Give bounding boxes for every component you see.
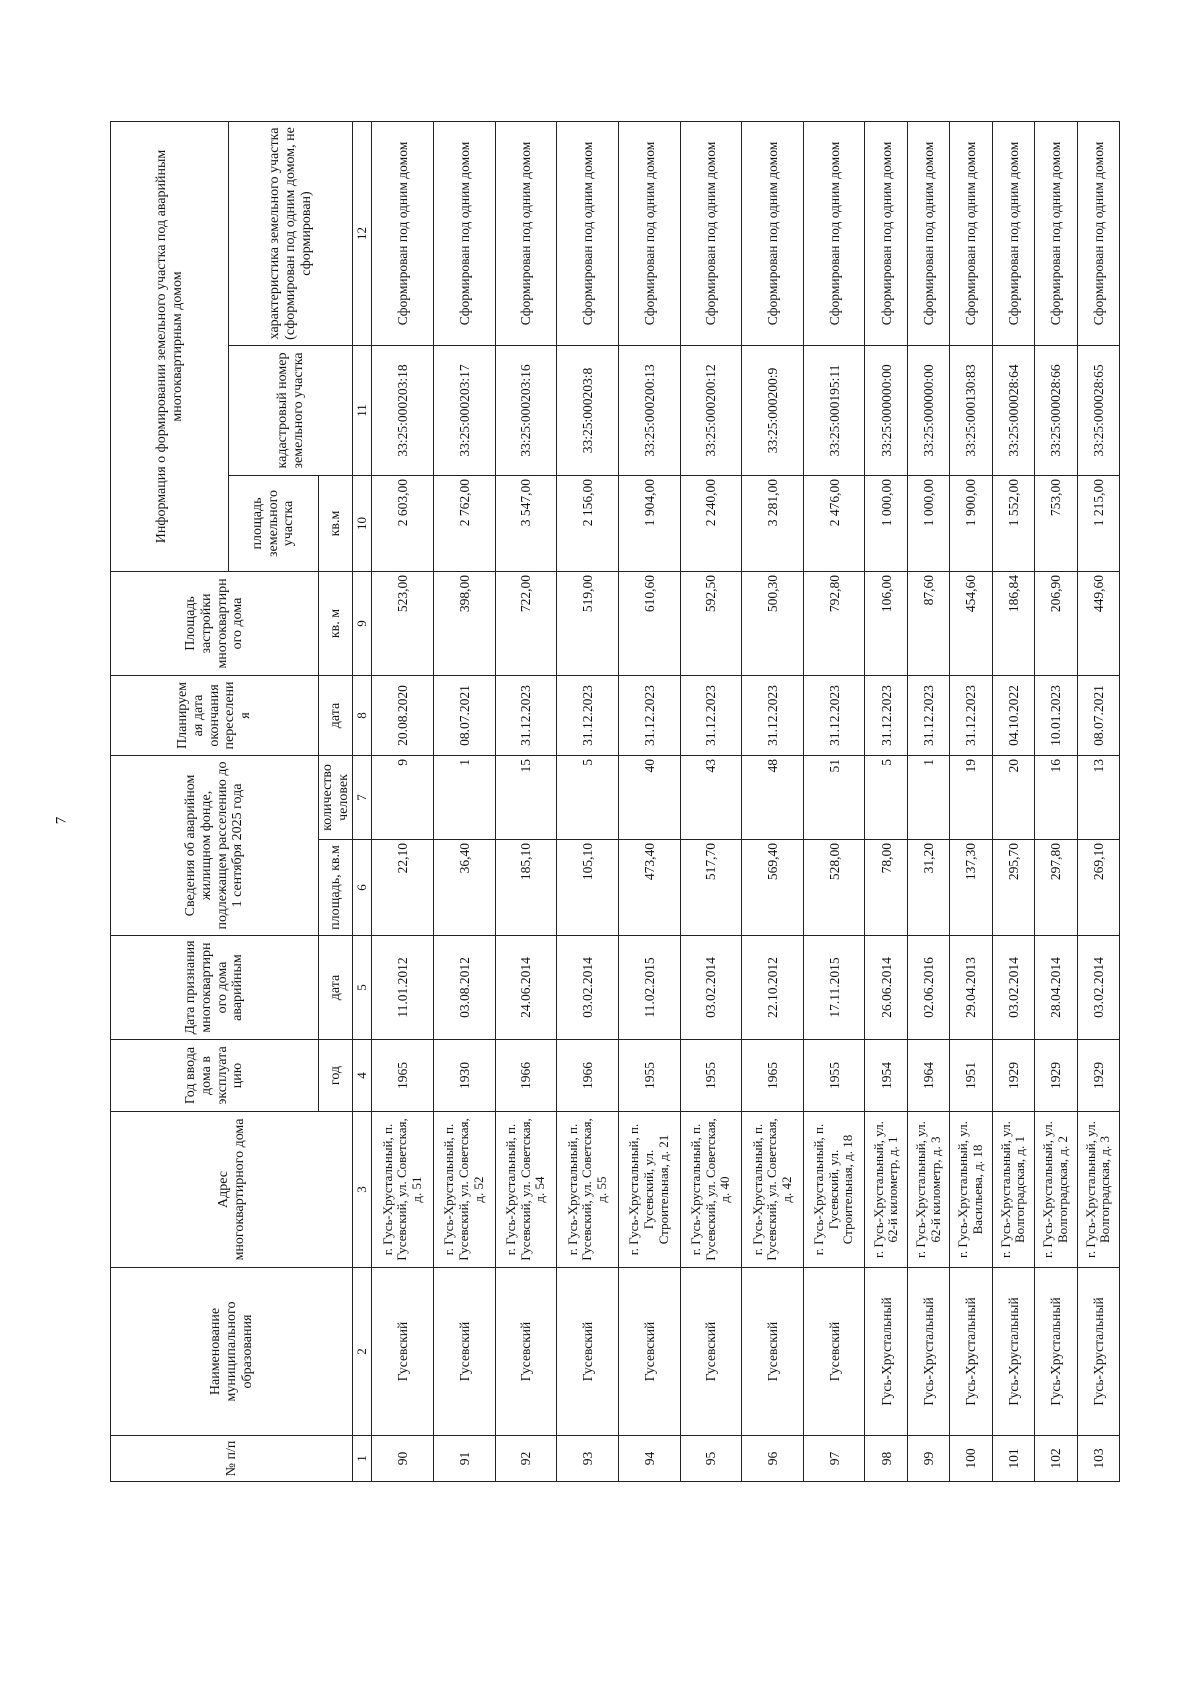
- row-year: 1966: [557, 1040, 619, 1112]
- header-recognition-date: Дата признания многоквартирного дома аварийным: [111, 936, 319, 1040]
- row-planned-date: 31.12.2023: [557, 675, 619, 755]
- row-year: 1955: [803, 1040, 865, 1112]
- row-land-area: 1 904,00: [618, 475, 680, 571]
- row-number: 98: [865, 1436, 907, 1482]
- row-number: 92: [495, 1436, 557, 1482]
- row-people: 5: [865, 755, 907, 839]
- row-municipality: Гусевский: [557, 1268, 619, 1436]
- table-row: [618, 121, 680, 1481]
- row-recognition-date: 03.02.2014: [1077, 936, 1120, 1040]
- table-row: [433, 121, 495, 1481]
- rotated-table-container: [110, 122, 1120, 1482]
- table-row: [992, 121, 1034, 1481]
- row-people: 19: [950, 755, 992, 839]
- row-cadastral: 33:25:000203:16: [495, 345, 557, 475]
- col-number: 10: [353, 475, 372, 571]
- col-number: 6: [353, 840, 372, 936]
- row-cadastral: 33:25:000028:65: [1077, 345, 1120, 475]
- row-land-characteristic: Сформирован под одним домом: [1077, 121, 1120, 345]
- row-land-characteristic: Сформирован под одним домом: [557, 121, 619, 345]
- row-built-area: 206,90: [1035, 571, 1077, 675]
- row-land-characteristic: Сформирован под одним домом: [803, 121, 865, 345]
- row-number: 97: [803, 1436, 865, 1482]
- row-land-area: 2 762,00: [433, 475, 495, 571]
- row-number: 95: [680, 1436, 742, 1482]
- row-people: 40: [618, 755, 680, 839]
- row-area: 36,40: [433, 840, 495, 936]
- row-municipality: Гусь-Хрустальный: [907, 1268, 949, 1436]
- row-recognition-date: 28.04.2014: [1035, 936, 1077, 1040]
- row-planned-date: 31.12.2023: [803, 675, 865, 755]
- unit-date: дата: [319, 936, 353, 1040]
- row-land-area: 1 552,00: [992, 475, 1034, 571]
- row-address: г. Гусь-Хрустальный, п. Гусевский, ул. Советская, д. 54: [495, 1112, 557, 1268]
- row-municipality: Гусевский: [680, 1268, 742, 1436]
- row-land-characteristic: Сформирован под одним домом: [865, 121, 907, 345]
- row-cadastral: 33:25:000200:9: [742, 345, 804, 475]
- row-cadastral: 33:25:000028:66: [1035, 345, 1077, 475]
- row-land-characteristic: Сформирован под одним домом: [950, 121, 992, 345]
- row-address: г. Гусь-Хрустальный, ул. Волгоградская, д. 2: [1035, 1112, 1077, 1268]
- table-row: [372, 121, 434, 1481]
- unit-area: площадь, кв.м: [319, 840, 353, 936]
- row-land-area: 1 215,00: [1077, 475, 1120, 571]
- row-address: г. Гусь-Хрустальный, ул. Волгоградская, д. 3: [1077, 1112, 1120, 1268]
- row-address: г. Гусь-Хрустальный, ул. 62-й километр, д. 1: [865, 1112, 907, 1268]
- row-planned-date: 31.12.2023: [680, 675, 742, 755]
- row-built-area: 106,00: [865, 571, 907, 675]
- row-address: г. Гусь-Хрустальный, п. Гусевский, ул. Советская, д. 52: [433, 1112, 495, 1268]
- col-number: 9: [353, 571, 372, 675]
- row-built-area: 449,60: [1077, 571, 1120, 675]
- column-numbers-row: [353, 121, 372, 1481]
- row-planned-date: 31.12.2023: [742, 675, 804, 755]
- header-emergency-info: Сведения об аварийном жилищном фонде, подлежащем расселению до 1 сентября 2025 года: [111, 755, 319, 935]
- row-municipality: Гусь-Хрустальный: [1077, 1268, 1120, 1436]
- row-municipality: Гусевский: [433, 1268, 495, 1436]
- unit-people: количество человек: [319, 755, 353, 839]
- row-address: г. Гусь-Хрустальный, п. Гусевский, ул. Строительная, д. 21: [618, 1112, 680, 1268]
- row-cadastral: 33:25:000195:11: [803, 345, 865, 475]
- row-municipality: Гусевский: [803, 1268, 865, 1436]
- row-area: 22,10: [372, 840, 434, 936]
- row-recognition-date: 02.06.2016: [907, 936, 949, 1040]
- row-recognition-date: 03.08.2012: [433, 936, 495, 1040]
- row-municipality: Гусь-Хрустальный: [950, 1268, 992, 1436]
- row-year: 1954: [865, 1040, 907, 1112]
- row-land-area: 2 476,00: [803, 475, 865, 571]
- row-land-characteristic: Сформирован под одним домом: [907, 121, 949, 345]
- row-land-characteristic: Сформирован под одним домом: [433, 121, 495, 345]
- header-built-area: Площадь застройки многоквартирного дома: [111, 571, 319, 675]
- row-built-area: 186,84: [992, 571, 1034, 675]
- row-area: 297,80: [1035, 840, 1077, 936]
- header-land-area: площадь земельного участка: [229, 475, 319, 571]
- row-area: 569,40: [742, 840, 804, 936]
- row-land-area: 1 900,00: [950, 475, 992, 571]
- row-land-characteristic: Сформирован под одним домом: [992, 121, 1034, 345]
- row-people: 5: [557, 755, 619, 839]
- row-number: 94: [618, 1436, 680, 1482]
- row-land-characteristic: Сформирован под одним домом: [1035, 121, 1077, 345]
- row-area: 31,20: [907, 840, 949, 936]
- row-number: 90: [372, 1436, 434, 1482]
- row-land-area: 3 547,00: [495, 475, 557, 571]
- table-row: [907, 121, 949, 1481]
- row-cadastral: 33:25:000203:17: [433, 345, 495, 475]
- row-planned-date: 31.12.2023: [907, 675, 949, 755]
- row-cadastral: 33:25:000000:00: [865, 345, 907, 475]
- row-land-area: 2 156,00: [557, 475, 619, 571]
- row-land-characteristic: Сформирован под одним домом: [372, 121, 434, 345]
- row-people: 9: [372, 755, 434, 839]
- row-municipality: Гусевский: [618, 1268, 680, 1436]
- row-built-area: 500,30: [742, 571, 804, 675]
- row-municipality: Гусь-Хрустальный: [865, 1268, 907, 1436]
- table-row: [742, 121, 804, 1481]
- row-year: 1929: [1035, 1040, 1077, 1112]
- row-recognition-date: 11.02.2015: [618, 936, 680, 1040]
- header-address: Адрес многоквартирного дома: [111, 1112, 353, 1268]
- table-row: [680, 121, 742, 1481]
- row-planned-date: 08.07.2021: [433, 675, 495, 755]
- row-cadastral: 33:25:000000:00: [907, 345, 949, 475]
- row-address: г. Гусь-Хрустальный, п. Гусевский, ул. Советская, д. 51: [372, 1112, 434, 1268]
- unit-built: кв. м: [319, 571, 353, 675]
- row-year: 1929: [1077, 1040, 1120, 1112]
- row-planned-date: 31.12.2023: [618, 675, 680, 755]
- row-built-area: 523,00: [372, 571, 434, 675]
- row-year: 1965: [372, 1040, 434, 1112]
- row-people: 16: [1035, 755, 1077, 839]
- row-land-characteristic: Сформирован под одним домом: [680, 121, 742, 345]
- row-planned-date: 20.08.2020: [372, 675, 434, 755]
- row-land-characteristic: Сформирован под одним домом: [742, 121, 804, 345]
- row-people: 43: [680, 755, 742, 839]
- row-number: 102: [1035, 1436, 1077, 1482]
- row-land-characteristic: Сформирован под одним домом: [618, 121, 680, 345]
- row-area: 473,40: [618, 840, 680, 936]
- header-planned-date: Планируемая дата окончания переселения: [111, 675, 319, 755]
- row-cadastral: 33:25:000130:83: [950, 345, 992, 475]
- col-number: 7: [353, 755, 372, 839]
- table-row: [803, 121, 865, 1481]
- row-planned-date: 08.07.2021: [1077, 675, 1120, 755]
- table-row: [865, 121, 907, 1481]
- row-area: 78,00: [865, 840, 907, 936]
- row-land-area: 2 603,00: [372, 475, 434, 571]
- header-year: Год ввода дома в эксплуатацию: [111, 1040, 319, 1112]
- table-row: [1035, 121, 1077, 1481]
- row-year: 1951: [950, 1040, 992, 1112]
- row-land-area: 753,00: [1035, 475, 1077, 571]
- row-address: г. Гусь-Хрустальный, ул. 62-й километр, д. 3: [907, 1112, 949, 1268]
- row-municipality: Гусевский: [742, 1268, 804, 1436]
- row-year: 1929: [992, 1040, 1034, 1112]
- table-row: [495, 121, 557, 1481]
- row-planned-date: 10.01.2023: [1035, 675, 1077, 755]
- row-planned-date: 31.12.2023: [495, 675, 557, 755]
- row-municipality: Гусевский: [372, 1268, 434, 1436]
- table-row: [1077, 121, 1120, 1481]
- row-address: г. Гусь-Хрустальный, п. Гусевский, ул. Советская, д. 42: [742, 1112, 804, 1268]
- row-year: 1966: [495, 1040, 557, 1112]
- row-recognition-date: 03.02.2014: [557, 936, 619, 1040]
- col-number: 2: [353, 1268, 372, 1436]
- table-row: [557, 121, 619, 1481]
- row-year: 1955: [680, 1040, 742, 1112]
- row-people: 1: [907, 755, 949, 839]
- row-people: 1: [433, 755, 495, 839]
- col-number: 8: [353, 675, 372, 755]
- header-num: № п/п: [111, 1436, 353, 1482]
- col-number: 11: [353, 345, 372, 475]
- row-area: 528,00: [803, 840, 865, 936]
- row-land-area: 1 000,00: [865, 475, 907, 571]
- col-number: 4: [353, 1040, 372, 1112]
- row-built-area: 792,80: [803, 571, 865, 675]
- header-municipality: Наименование муниципального образования: [111, 1268, 353, 1436]
- row-built-area: 722,00: [495, 571, 557, 675]
- row-built-area: 519,00: [557, 571, 619, 675]
- row-year: 1965: [742, 1040, 804, 1112]
- row-cadastral: 33:25:000200:13: [618, 345, 680, 475]
- row-address: г. Гусь-Хрустальный, п. Гусевский, ул. Строительная, д. 18: [803, 1112, 865, 1268]
- row-cadastral: 33:25:000028:64: [992, 345, 1034, 475]
- row-built-area: 87,60: [907, 571, 949, 675]
- row-people: 20: [992, 755, 1034, 839]
- row-built-area: 610,60: [618, 571, 680, 675]
- row-people: 51: [803, 755, 865, 839]
- row-municipality: Гусевский: [495, 1268, 557, 1436]
- row-recognition-date: 11.01.2012: [372, 936, 434, 1040]
- row-recognition-date: 29.04.2013: [950, 936, 992, 1040]
- row-planned-date: 31.12.2023: [950, 675, 992, 755]
- row-land-area: 1 000,00: [907, 475, 949, 571]
- row-address: г. Гусь-Хрустальный, п. Гусевский, ул. Советская, д. 40: [680, 1112, 742, 1268]
- row-land-characteristic: Сформирован под одним домом: [495, 121, 557, 345]
- row-number: 99: [907, 1436, 949, 1482]
- row-year: 1964: [907, 1040, 949, 1112]
- row-municipality: Гусь-Хрустальный: [1035, 1268, 1077, 1436]
- row-area: 137,30: [950, 840, 992, 936]
- row-recognition-date: 03.02.2014: [992, 936, 1034, 1040]
- row-recognition-date: 03.02.2014: [680, 936, 742, 1040]
- emergency-housing-table: [110, 121, 1120, 1482]
- row-land-area: 3 281,00: [742, 475, 804, 571]
- unit-land: кв.м: [319, 475, 353, 571]
- row-address: г. Гусь-Хрустальный, ул. Волгоградская, д. 1: [992, 1112, 1034, 1268]
- row-recognition-date: 24.06.2014: [495, 936, 557, 1040]
- row-people: 48: [742, 755, 804, 839]
- page-number: 7: [53, 816, 70, 825]
- col-number: 12: [353, 121, 372, 345]
- row-planned-date: 04.10.2022: [992, 675, 1034, 755]
- row-number: 93: [557, 1436, 619, 1482]
- unit-plan-date: дата: [319, 675, 353, 755]
- table-row: [950, 121, 992, 1481]
- row-number: 91: [433, 1436, 495, 1482]
- table-body: [372, 121, 1120, 1481]
- unit-year: год: [319, 1040, 353, 1112]
- row-area: 517,70: [680, 840, 742, 936]
- row-people: 15: [495, 755, 557, 839]
- row-number: 96: [742, 1436, 804, 1482]
- row-cadastral: 33:25:000203:8: [557, 345, 619, 475]
- header-land-characteristic: характеристика земельного участка (сформирован под одним домом, не сформирован): [229, 121, 353, 345]
- row-recognition-date: 22.10.2012: [742, 936, 804, 1040]
- row-number: 101: [992, 1436, 1034, 1482]
- row-built-area: 592,50: [680, 571, 742, 675]
- header-cadastral: кадастровый номер земельного участка: [229, 345, 353, 475]
- row-number: 103: [1077, 1436, 1120, 1482]
- row-year: 1930: [433, 1040, 495, 1112]
- row-recognition-date: 26.06.2014: [865, 936, 907, 1040]
- col-number: 1: [353, 1436, 372, 1482]
- row-recognition-date: 17.11.2015: [803, 936, 865, 1040]
- row-number: 100: [950, 1436, 992, 1482]
- row-planned-date: 31.12.2023: [865, 675, 907, 755]
- col-number: 3: [353, 1112, 372, 1268]
- row-area: 105,10: [557, 840, 619, 936]
- row-address: г. Гусь-Хрустальный, ул. Васильева, д. 18: [950, 1112, 992, 1268]
- row-area: 269,10: [1077, 840, 1120, 936]
- row-people: 13: [1077, 755, 1120, 839]
- row-area: 295,70: [992, 840, 1034, 936]
- row-land-area: 2 240,00: [680, 475, 742, 571]
- row-municipality: Гусь-Хрустальный: [992, 1268, 1034, 1436]
- row-cadastral: 33:25:000203:18: [372, 345, 434, 475]
- row-year: 1955: [618, 1040, 680, 1112]
- header-land-info: Информация о формировании земельного участка под аварийным многоквартирным домом: [111, 121, 229, 571]
- row-built-area: 454,60: [950, 571, 992, 675]
- row-area: 185,10: [495, 840, 557, 936]
- table-header: [111, 121, 372, 1481]
- row-cadastral: 33:25:000200:12: [680, 345, 742, 475]
- col-number: 5: [353, 936, 372, 1040]
- row-address: г. Гусь-Хрустальный, п. Гусевский, ул. Советская, д. 55: [557, 1112, 619, 1268]
- row-built-area: 398,00: [433, 571, 495, 675]
